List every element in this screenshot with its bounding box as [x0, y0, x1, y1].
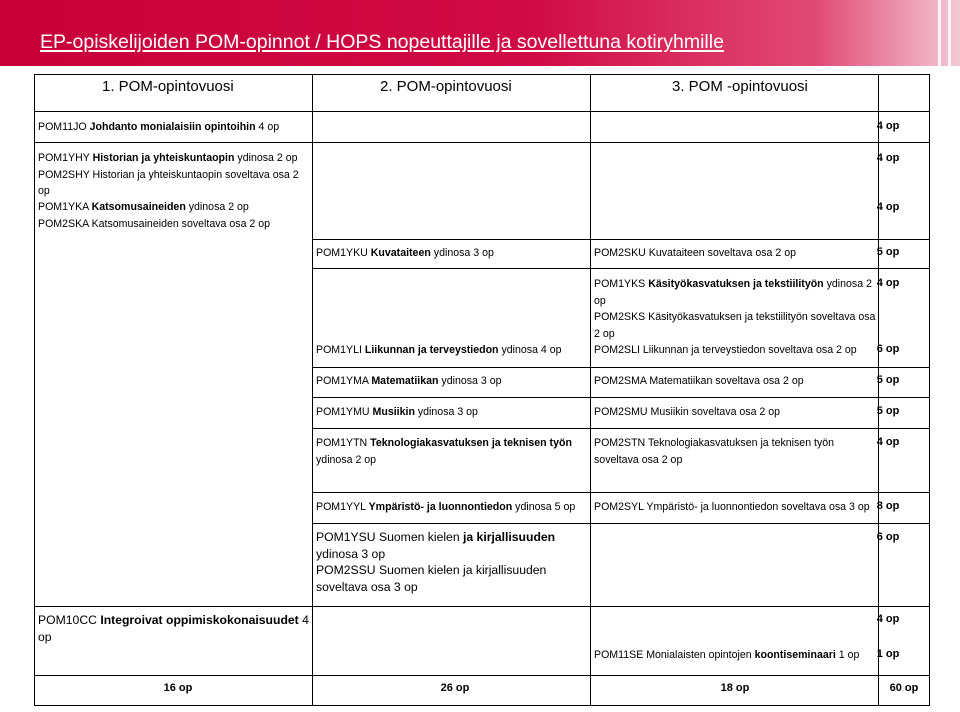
course-math-core: POM1YMA Matematiikan ydinosa 3 op: [316, 375, 502, 387]
course-finnish: POM1YSU Suomen kielen ja kirjallisuuden ydinosa 3 op POM2SSU Suomen kielen ja kirjallisuuden soveltava osa 3 op: [316, 530, 556, 594]
row-divider: [312, 428, 930, 429]
total-year-1: 16 op: [163, 682, 193, 694]
course-pe-core: POM1YLI Liikunnan ja terveystiedon ydinosa 4 op: [316, 344, 562, 356]
total-year-3: 18 op: [720, 682, 750, 694]
course-visual-art-core: POM1YKU Kuvataiteen ydinosa 3 op: [316, 247, 494, 259]
course-technology-applied: POM2STN Teknologiakasvatuksen ja teknisen työn soveltava osa 2 op: [594, 437, 835, 466]
row-divider: [312, 397, 930, 398]
credits-crafts: 4 op: [876, 277, 900, 289]
credits-pom11jo: 4 op: [876, 120, 900, 132]
credits-finnish: 6 op: [876, 531, 900, 543]
credits-environment: 8 op: [876, 500, 900, 512]
credits-seminar: 1 op: [876, 648, 900, 660]
total-year-2: 26 op: [440, 682, 470, 694]
course-music-core: POM1YMU Musiikin ydinosa 3 op: [316, 406, 478, 418]
credits-technology: 4 op: [876, 436, 900, 448]
header-year-3: 3. POM -opintovuosi: [672, 78, 808, 95]
course-pom11jo: POM11JO Johdanto monialaisiin opintoihin 4 op: [38, 121, 280, 133]
course-visual-art-applied: POM2SKU Kuvataiteen soveltava osa 2 op: [594, 247, 796, 259]
row-divider: [312, 239, 930, 240]
total-all: 60 op: [889, 682, 919, 694]
credits-history: 4 op: [876, 152, 900, 164]
column-divider: [590, 74, 591, 706]
row-divider: [312, 492, 930, 493]
column-divider: [878, 74, 879, 706]
course-environment-applied: POM2SYL Ympäristö- ja luonnontiedon soveltava osa 3 op: [594, 501, 870, 513]
row-divider: [312, 367, 930, 368]
row-divider: [312, 523, 930, 524]
credits-math: 5 op: [876, 374, 900, 386]
page-title: EP-opiskelijoiden POM-opinnot / HOPS nopeuttajille ja sovellettuna kotiryhmille: [40, 31, 724, 53]
course-technology-core: POM1YTN Teknologiakasvatuksen ja teknisen työn ydinosa 2 op: [316, 437, 572, 466]
course-music-applied: POM2SMU Musiikin soveltava osa 2 op: [594, 406, 781, 418]
course-history: POM1YHY Historian ja yhteiskuntaopin ydinosa 2 op POM2SHY Historian ja yhteiskuntaopin soveltava osa 2 op: [38, 152, 299, 197]
header-year-2: 2. POM-opintovuosi: [380, 78, 512, 95]
title-banner: [0, 0, 960, 66]
course-worldview: POM1YKA Katsomusaineiden ydinosa 2 op POM2SKA Katsomusaineiden soveltava osa 2 op: [38, 201, 271, 230]
credits-integrative: 4 op: [876, 613, 900, 625]
course-environment-core: POM1YYL Ympäristö- ja luonnontiedon ydinosa 5 op: [316, 501, 576, 513]
credits-pe: 6 op: [876, 343, 900, 355]
header-year-1: 1. POM-opintovuosi: [102, 78, 234, 95]
decorative-stripes: [930, 0, 960, 66]
course-integrative: POM10CC Integroivat oppimiskokonaisuudet 4 op: [38, 613, 309, 644]
credits-music: 5 op: [876, 405, 900, 417]
row-divider: [312, 268, 930, 269]
credits-visual-art: 5 op: [876, 246, 900, 258]
row-divider: [34, 606, 930, 607]
column-divider: [312, 74, 313, 706]
credits-worldview: 4 op: [876, 201, 900, 213]
row-divider: [34, 142, 930, 143]
course-seminar: POM11SE Monialaisten opintojen koontiseminaari 1 op: [594, 649, 860, 661]
course-pe-applied: POM2SLI Liikunnan ja terveystiedon soveltava osa 2 op: [594, 344, 857, 356]
course-math-applied: POM2SMA Matematiikan soveltava osa 2 op: [594, 375, 804, 387]
row-divider: [34, 111, 930, 112]
course-crafts: POM1YKS Käsityökasvatuksen ja tekstiilityön ydinosa 2 op POM2SKS Käsityökasvatuksen ja tekstiilityön soveltava osa 2 op: [594, 278, 876, 340]
row-divider: [34, 675, 930, 676]
